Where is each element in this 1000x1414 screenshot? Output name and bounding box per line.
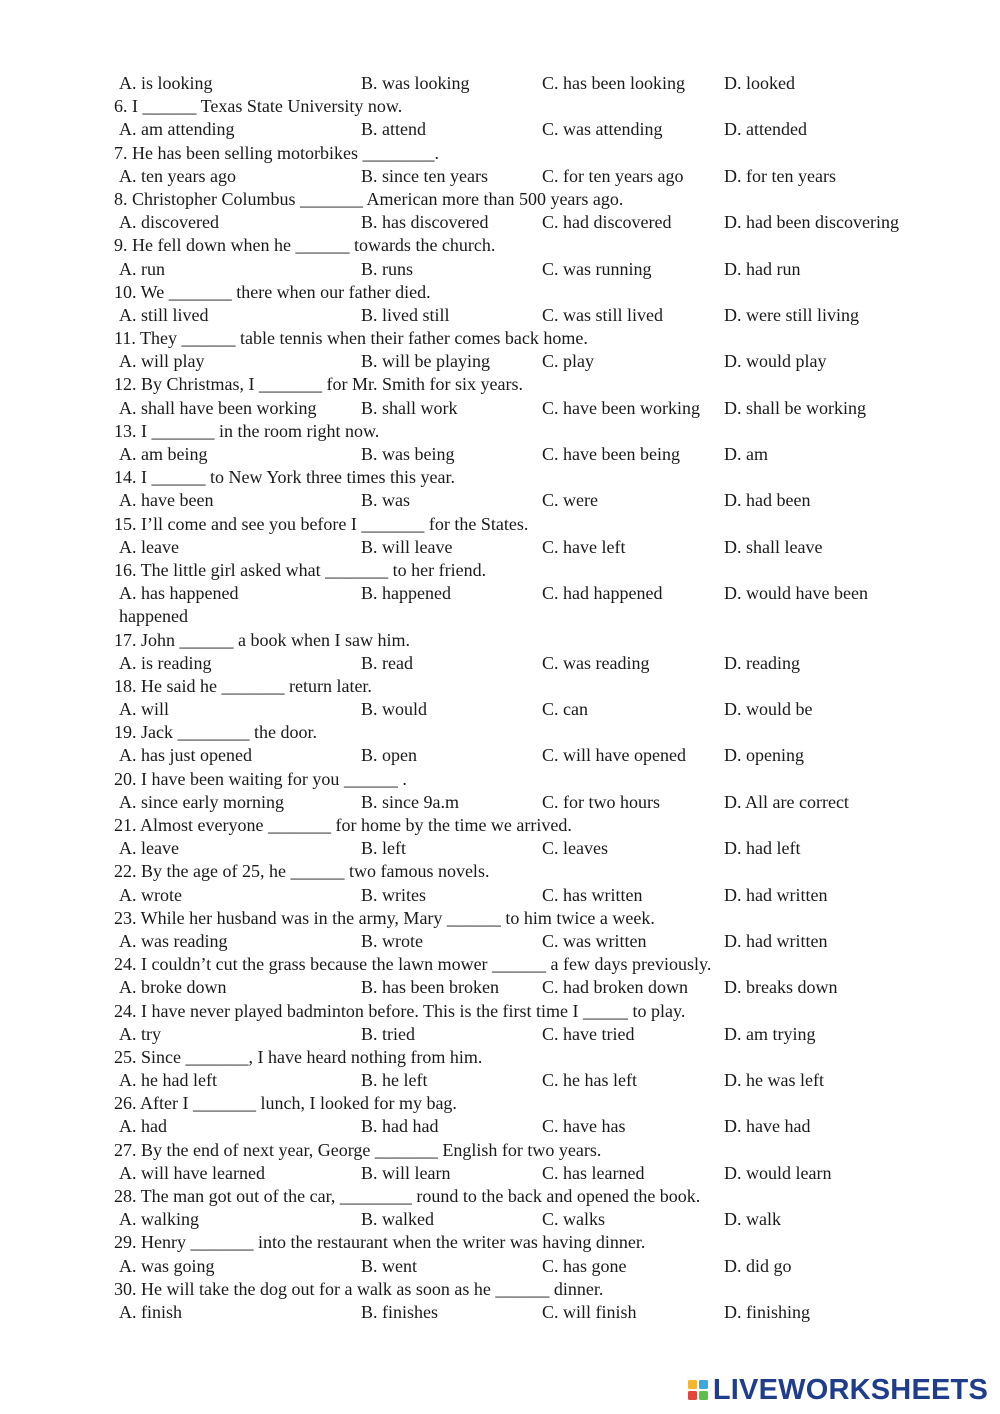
logo-text: LIVEWORKSHEETS xyxy=(712,1373,988,1406)
answer-options-row xyxy=(0,1023,1000,1046)
answer-options-row xyxy=(0,976,1000,999)
option-d[interactable]: D. did go xyxy=(724,1255,792,1276)
answer-options-row xyxy=(0,397,1000,420)
option-b[interactable]: B. attend xyxy=(361,119,426,140)
answer-options-row xyxy=(0,1115,1000,1138)
option-c[interactable]: C. was attending xyxy=(542,119,663,140)
option-d[interactable]: D. would have been xyxy=(724,583,868,604)
answer-options-row xyxy=(0,165,1000,188)
question-stem: 11. They ______ table tennis when their father comes back home. xyxy=(114,328,588,349)
answer-options-row xyxy=(0,489,1000,512)
logo-mark-block-3 xyxy=(688,1391,697,1400)
option-a[interactable]: A. walking xyxy=(119,1209,199,1230)
option-d[interactable]: D. am trying xyxy=(724,1023,816,1044)
option-c[interactable]: C. play xyxy=(542,351,594,372)
option-d[interactable]: D. he was left xyxy=(724,1070,824,1091)
option-d[interactable]: D. am xyxy=(724,444,768,464)
option-a[interactable]: A. leave xyxy=(119,838,179,859)
logo-mark-block-4 xyxy=(699,1391,708,1400)
question-stem: 15. I’ll come and see you before I _______ for the States. xyxy=(114,513,529,534)
option-b[interactable]: B. since 9a.m xyxy=(361,791,459,812)
worksheet-content xyxy=(0,72,1000,1324)
option-a[interactable]: A. have been xyxy=(119,490,214,511)
option-d[interactable]: D. had been discovering xyxy=(724,212,899,233)
option-a[interactable]: A. will play xyxy=(119,351,205,372)
answer-options-row xyxy=(0,930,1000,953)
option-d[interactable]: D. had run xyxy=(724,258,801,279)
answer-options-row xyxy=(0,837,1000,860)
option-b[interactable]: B. was xyxy=(361,490,410,511)
question-stem: 10. We _______ there when our father died. xyxy=(114,281,431,302)
option-c[interactable]: C. had happened xyxy=(542,583,663,604)
option-c[interactable]: C. for two hours xyxy=(542,791,660,812)
option-a[interactable]: A. am being xyxy=(119,444,208,464)
option-a[interactable]: A. run xyxy=(119,258,165,279)
answer-options-row xyxy=(0,258,1000,281)
question-stem: 29. Henry _______ into the restaurant when the writer was having dinner. xyxy=(114,1232,646,1253)
option-a[interactable]: A. shall have been working xyxy=(119,397,317,418)
option-c[interactable]: C. has gone xyxy=(542,1255,627,1276)
option-a[interactable]: A. am attending xyxy=(119,119,235,140)
option-c[interactable]: C. had discovered xyxy=(542,212,672,233)
option-a[interactable]: A. is reading xyxy=(119,652,212,673)
option-d[interactable]: D. have had xyxy=(724,1116,811,1137)
option-b[interactable]: B. was being xyxy=(361,444,455,464)
option-a[interactable]: A. try xyxy=(119,1023,161,1044)
question-stem: 9. He fell down when he ______ towards the church. xyxy=(114,235,496,256)
option-b[interactable]: B. was looking xyxy=(361,73,470,93)
option-c[interactable]: C. have has xyxy=(542,1116,626,1137)
option-d[interactable]: D. walk xyxy=(724,1209,781,1230)
option-c[interactable]: C. leaves xyxy=(542,838,608,859)
option-d[interactable]: D. reading xyxy=(724,652,800,673)
answer-options-row xyxy=(0,304,1000,327)
answer-options-row xyxy=(0,1162,1000,1185)
option-b[interactable]: B. shall work xyxy=(361,397,458,418)
option-d[interactable]: D. finishing xyxy=(724,1301,811,1322)
question-stem: 24. I have never played badminton before. This is the first time I _____ to play. xyxy=(114,1000,686,1021)
option-c[interactable]: C. has learned xyxy=(542,1162,645,1183)
option-b[interactable]: B. since ten years xyxy=(361,165,488,186)
question-stem: 20. I have been waiting for you ______ . xyxy=(114,768,407,789)
answer-options-row xyxy=(0,582,1000,605)
option-d[interactable]: D. looked xyxy=(724,73,795,93)
option-b[interactable]: B. walked xyxy=(361,1209,434,1230)
option-a[interactable]: A. was reading xyxy=(119,930,228,951)
option-a[interactable]: A. will xyxy=(119,699,170,720)
question-stem: 19. Jack ________ the door. xyxy=(114,722,317,743)
option-b[interactable]: B. wrote xyxy=(361,930,423,951)
option-c[interactable]: C. can xyxy=(542,699,588,720)
option-a[interactable]: A. since early morning xyxy=(119,791,284,812)
answer-options-row xyxy=(0,118,1000,141)
option-b[interactable]: B. had had xyxy=(361,1116,439,1137)
option-c[interactable]: C. has been looking xyxy=(542,73,685,93)
question-stem: 12. By Christmas, I _______ for Mr. Smith for six years. xyxy=(114,374,523,395)
question-stem: 25. Since _______, I have heard nothing from him. xyxy=(114,1046,483,1067)
option-c[interactable]: C. will finish xyxy=(542,1301,637,1322)
option-d[interactable]: D. had left xyxy=(724,838,801,859)
question-stem: 8. Christopher Columbus _______ American more than 500 years ago. xyxy=(114,188,624,209)
option-d[interactable]: D. shall leave xyxy=(724,536,823,557)
option-c[interactable]: C. has written xyxy=(542,884,643,905)
option-b[interactable]: B. would xyxy=(361,699,428,720)
option-c[interactable]: C. were xyxy=(542,490,598,511)
option-a[interactable]: A. has just opened xyxy=(119,745,252,766)
answer-options-row xyxy=(0,1301,1000,1324)
option-b[interactable]: B. he left xyxy=(361,1070,428,1091)
answer-options-row xyxy=(0,698,1000,721)
logo-mark-block-2 xyxy=(699,1380,708,1389)
option-c[interactable]: C. was reading xyxy=(542,652,650,673)
question-stem: 22. By the age of 25, he ______ two famous novels. xyxy=(114,861,490,882)
answer-options-row xyxy=(0,791,1000,814)
question-stem: 18. He said he _______ return later. xyxy=(114,675,372,696)
option-c[interactable]: C. have been working xyxy=(542,397,700,418)
option-d[interactable]: D. All are correct xyxy=(724,791,849,812)
option-c[interactable]: C. walks xyxy=(542,1209,605,1230)
question-stem: 28. The man got out of the car, ________ round to the back and opened the book. xyxy=(114,1186,701,1206)
option-b[interactable]: B. finishes xyxy=(361,1301,439,1322)
option-b[interactable]: B. open xyxy=(361,745,417,766)
question-stem: 17. John ______ a book when I saw him. xyxy=(114,629,410,650)
option-d[interactable]: D. attended xyxy=(724,119,807,140)
logo-mark-block-1 xyxy=(688,1380,697,1389)
answer-options-row xyxy=(0,652,1000,675)
question-stem: 6. I ______ Texas State University now. xyxy=(114,96,403,117)
option-b[interactable]: B. tried xyxy=(361,1023,415,1044)
option-b[interactable]: B. happened xyxy=(361,583,451,604)
option-c[interactable]: C. he has left xyxy=(542,1070,637,1091)
question-stem: 26. After I _______ lunch, I looked for my bag. xyxy=(114,1093,457,1114)
question-stem: 30. He will take the dog out for a walk as soon as he ______ dinner. xyxy=(114,1278,604,1299)
option-c[interactable]: C. was running xyxy=(542,258,652,279)
question-stem: 24. I couldn’t cut the grass because the lawn mower ______ a few days previously. xyxy=(114,954,712,975)
answer-options-row xyxy=(0,1069,1000,1092)
option-b[interactable]: B. writes xyxy=(361,884,426,905)
answer-options-row xyxy=(0,744,1000,767)
option-a[interactable]: A. had xyxy=(119,1116,167,1137)
option-d[interactable]: D. breaks down xyxy=(724,977,838,998)
logo-mark-icon xyxy=(687,1379,709,1401)
option-b[interactable]: B. went xyxy=(361,1255,417,1276)
option-a[interactable]: A. will have learned xyxy=(119,1162,265,1183)
option-d[interactable]: D. for ten years xyxy=(724,165,836,186)
option-a[interactable]: A. has happened xyxy=(119,583,239,604)
question-stem: 23. While her husband was in the army, Mary ______ to him twice a week. xyxy=(114,907,655,928)
option-b[interactable]: B. left xyxy=(361,838,406,859)
answer-options-row xyxy=(0,72,1000,95)
option-d[interactable]: D. would play xyxy=(724,351,827,372)
option-d[interactable]: D. had been xyxy=(724,490,811,511)
answer-options-row xyxy=(0,1208,1000,1231)
option-c[interactable]: C. was still lived xyxy=(542,304,663,325)
option-c[interactable]: C. have been being xyxy=(542,444,680,464)
option-c[interactable]: C. will have opened xyxy=(542,745,686,766)
option-b[interactable]: B. runs xyxy=(361,258,414,279)
answer-options-row xyxy=(0,350,1000,373)
option-b[interactable]: B. has been broken xyxy=(361,977,499,998)
option-d[interactable]: D. shall be working xyxy=(724,397,866,418)
question-stem: 13. I _______ in the room right now. xyxy=(114,420,380,441)
option-a[interactable]: A. was going xyxy=(119,1255,215,1276)
option-a[interactable]: A. still lived xyxy=(119,304,209,325)
option-a[interactable]: A. discovered xyxy=(119,212,219,233)
option-c[interactable]: C. have left xyxy=(542,536,626,557)
option-b[interactable]: B. will be playing xyxy=(361,351,490,372)
option-c[interactable]: C. had broken down xyxy=(542,977,688,998)
option-c[interactable]: C. have tried xyxy=(542,1023,635,1044)
option-a[interactable]: A. wrote xyxy=(119,884,182,905)
option-d[interactable]: D. would be xyxy=(724,699,813,720)
option-b[interactable]: B. will learn xyxy=(361,1162,451,1183)
answer-options-row xyxy=(0,443,1000,466)
option-b[interactable]: B. will leave xyxy=(361,536,453,557)
option-d[interactable]: D. had written xyxy=(724,884,828,905)
answer-options-row xyxy=(0,1255,1000,1278)
option-b[interactable]: B. has discovered xyxy=(361,212,489,233)
option-a[interactable]: A. he had left xyxy=(119,1070,217,1091)
option-a[interactable]: A. is looking xyxy=(119,73,213,93)
option-c[interactable]: C. for ten years ago xyxy=(542,165,684,186)
option-continuation: happened xyxy=(119,606,188,627)
option-a[interactable]: A. ten years ago xyxy=(119,165,236,186)
option-d[interactable]: D. opening xyxy=(724,745,804,766)
option-d[interactable]: D. had written xyxy=(724,930,828,951)
option-b[interactable]: B. lived still xyxy=(361,304,450,325)
option-a[interactable]: A. broke down xyxy=(119,977,227,998)
question-stem: 7. He has been selling motorbikes ________. xyxy=(114,142,439,163)
option-b[interactable]: B. read xyxy=(361,652,413,673)
option-d[interactable]: D. were still living xyxy=(724,304,859,325)
answer-options-row xyxy=(0,884,1000,907)
liveworksheets-logo xyxy=(687,1374,988,1406)
answer-options-row xyxy=(0,536,1000,559)
question-stem: 16. The little girl asked what _______ to her friend. xyxy=(114,559,487,580)
option-d[interactable]: D. would learn xyxy=(724,1162,832,1183)
option-a[interactable]: A. finish xyxy=(119,1301,182,1322)
answer-options-row xyxy=(0,211,1000,234)
question-stem: 14. I ______ to New York three times this year. xyxy=(114,467,455,488)
question-stem: 27. By the end of next year, George _______ English for two years. xyxy=(114,1139,602,1160)
question-stem: 21. Almost everyone _______ for home by the time we arrived. xyxy=(114,815,572,835)
option-a[interactable]: A. leave xyxy=(119,536,179,557)
option-c[interactable]: C. was written xyxy=(542,930,647,951)
